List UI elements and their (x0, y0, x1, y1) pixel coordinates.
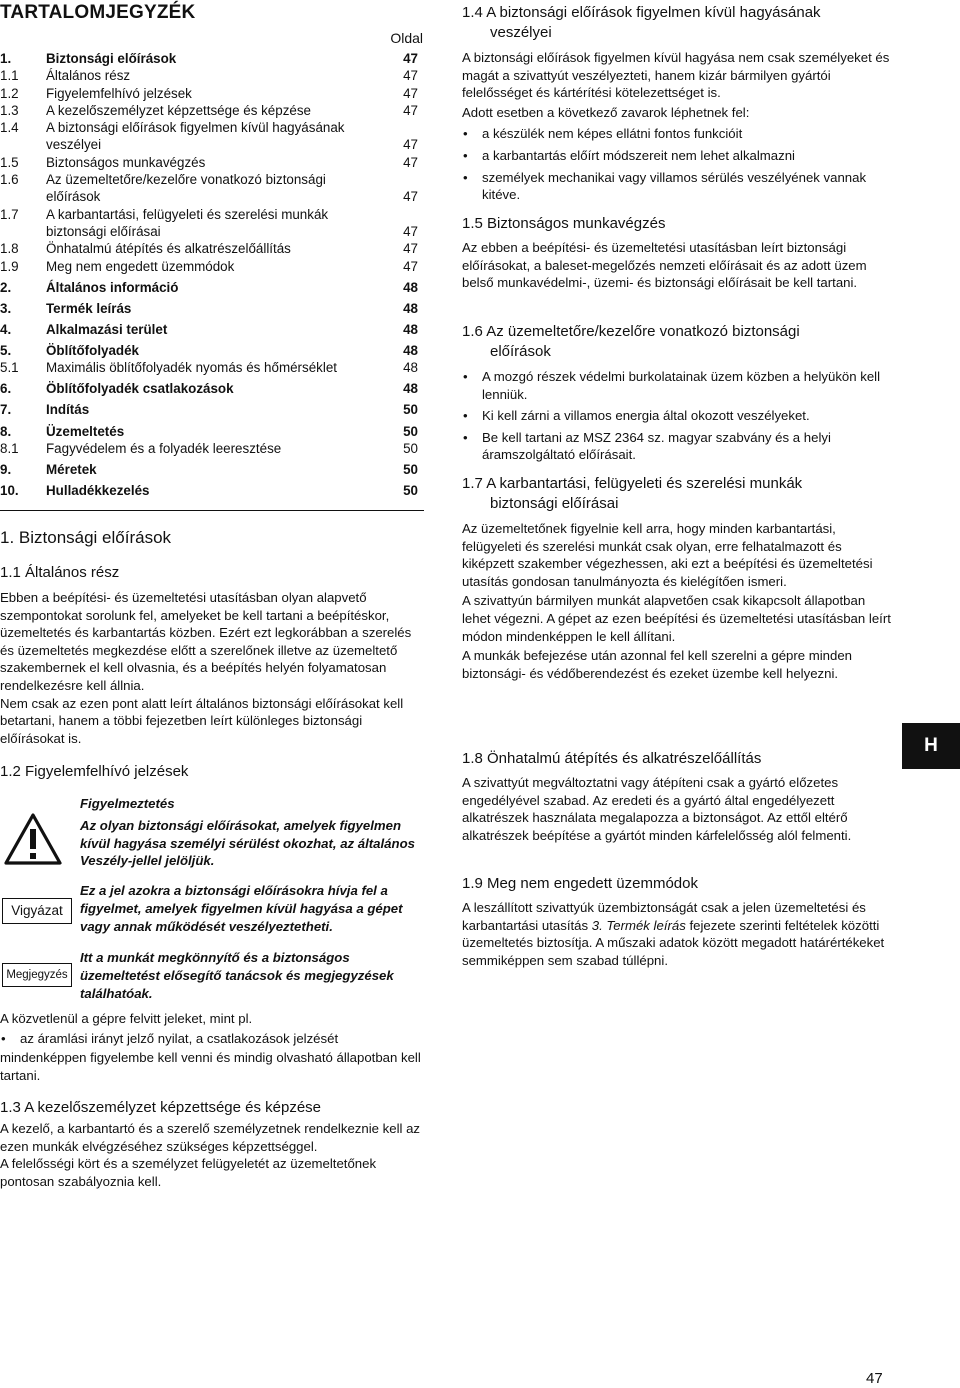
toc-entry-page: 47 (403, 258, 418, 274)
list-item: • a karbantartás előírt módszereit nem lehet alkalmazni (463, 147, 795, 163)
bullet-icon: • (463, 408, 468, 424)
toc-entry-number: 9. (0, 461, 12, 477)
bullet-icon: • (463, 169, 468, 185)
list-item: • az áramlási irányt jelző nyilat, a csatlakozások jelzését (1, 1030, 339, 1046)
toc-entry[interactable] (0, 279, 424, 296)
section-1-9-heading: 1.9 Meg nem engedett üzemmódok (462, 875, 698, 892)
toc-entry-label: Öblítőfolyadék csatlakozások (46, 381, 234, 397)
toc-entry-number: 1.1 (0, 68, 19, 84)
section-1-9 (462, 874, 892, 969)
warning-text: Az olyan biztonsági előírásokat, amelyek figyelmen kívül hagyása személyi sérülést okozhat, az általános Veszély-jellel jelöljük. (80, 817, 415, 869)
toc-entry-page: 47 (403, 223, 418, 239)
toc-entry-page: 50 (403, 423, 418, 439)
section-1-7-paragraph-3: A munkák befejezése után azonnal fel kell szerelni a gépre minden biztonsági- és védőberendezést és ezeket üzembe kell helyezni. (462, 648, 853, 681)
toc-entry-label: Termék leírás (46, 300, 132, 316)
toc-entry[interactable] (0, 171, 424, 206)
section-1-3-paragraph-2: A felelősségi kört és a személyzet felügyeletét az üzemeltetőnek pontosan szabályoznia kell. (0, 1156, 377, 1189)
section-1-7-paragraph-1: Az üzemeltetőnek figyelnie kell arra, hogy minden karbantartási, felügyeleti és szerelési munkát csak olyan, erre felhatalmazott és kiképzett szakember végezhessen, aki ezt a beépítési és üzemeltetési utasítás gondosan tanulmányozta és kielégítően ismeri. (462, 521, 873, 589)
bullet-icon: • (463, 147, 468, 163)
section-1-4-paragraph-1: A biztonsági előírások figyelmen kívül hagyása nem csak személyeket és magát a szivattyút veszélyezteti, hanem kizár bármilyen gyártói felelősséget és kártérítési kötelezettséget is. (462, 50, 890, 101)
toc-entry-page: 48 (403, 342, 418, 358)
toc-title: TARTALOMJEGYZÉK (0, 2, 196, 23)
toc-entry-number: 1.5 (0, 154, 19, 170)
toc-entry-page: 48 (403, 360, 418, 376)
toc-entry-page: 48 (403, 381, 418, 397)
toc-entry-label: Indítás (46, 402, 90, 418)
toc-entry[interactable] (0, 85, 424, 102)
toc-entry-label: A kezelőszemélyzet képzettsége és képzése (46, 102, 311, 118)
toc-entry[interactable] (0, 440, 424, 457)
toc-entry-page: 47 (403, 154, 418, 170)
toc-entry[interactable] (0, 119, 424, 154)
caution-label-box: Vigyázat (2, 898, 72, 924)
toc-entry[interactable] (0, 342, 424, 359)
toc-entry[interactable] (0, 359, 424, 376)
section-1-7-paragraph-2: A szivattyún bármilyen munkát alapvetően csak kikapcsolt állapotban lehet végezni. A gépet az ezen beépítési és üzemeltetési utasításban leírt módon mindenképpen le kell állítani. (462, 593, 891, 644)
warning-notices (0, 795, 424, 1010)
toc-entry-label: Általános rész (46, 68, 131, 84)
section-1-5 (462, 214, 892, 292)
list-item: • a készülék nem képes ellátni fontos funkcióit (463, 126, 743, 142)
section-1-5-paragraph-1: Az ebben a beépítési- és üzemeltetési utasításban leírt biztonsági előírásokat, a baleset-megelőzés nemzeti előírásait és az adott üzem belső munkavédelmi-, üzemi- és biztonsági előírásait be kell tartani. (462, 240, 867, 291)
toc-entry-number: 1.7 (0, 206, 19, 222)
toc-entry-page: 47 (403, 102, 418, 118)
note-label-box: Megjegyzés (2, 963, 72, 987)
toc-entry-label: Biztonsági előírások (46, 51, 177, 66)
section-1-7 (462, 474, 892, 682)
toc-entry-number: 1.8 (0, 241, 19, 257)
toc-entry[interactable] (0, 67, 424, 84)
section-1-8-paragraph-1: A szivattyút megváltoztatni vagy átépíteni csak a gyártó előzetes engedélyével szabad. Az eredeti és a gyártó által engedélyezett alkatrészek használata megalapozza a biztonságot. Az ettől eltérő alkatrészek beépítése a gyártót minden kárfelelősség alól felmenti. (462, 775, 852, 843)
section-1-3-paragraph-1: A kezelő, a karbantartó és a szerelő személyzetnek rendelkeznie kell az ezen munkák elvégzéséhez szükséges képzettséggel. (0, 1121, 421, 1154)
toc-entry-page: 47 (403, 189, 418, 205)
section-1-1 (0, 563, 424, 747)
note-text: Itt a munkát megkönnyítő és a biztonságos üzemeltetést elősegítő tanácsok és megjegyzések találhatóak. (80, 950, 394, 1001)
section-1-6-heading: 1.6 Az üzemeltetőre/kezelőre vonatkozó biztonsági előírások (462, 323, 800, 360)
section-1-4-paragraph-2: Adott esetben a következő zavarok léphetnek fel: (462, 104, 750, 120)
section-1-4 (462, 3, 892, 208)
list-item: • A mozgó részek védelmi burkolatainak üzem közben a helyükön kell lenniük. (463, 369, 881, 402)
language-tab: H (902, 723, 960, 769)
table-of-contents (0, 50, 424, 499)
toc-entry-number: 6. (0, 381, 12, 397)
warning-title: Figyelmeztetés (80, 796, 175, 811)
toc-entry-page: 47 (403, 137, 418, 153)
toc-entry-label: Üzemeltetés (46, 423, 125, 439)
section-1-heading: 1. Biztonsági előírások (0, 528, 172, 547)
toc-entry-label: Fagyvédelem és a folyadék leeresztése (46, 440, 282, 456)
toc-entry-number: 1.9 (0, 258, 19, 274)
toc-entry-label: Általános információ (46, 279, 179, 295)
toc-entry[interactable] (0, 206, 424, 241)
toc-entry-page: 50 (403, 402, 418, 418)
toc-entry[interactable] (0, 380, 424, 397)
warning-triangle-icon (4, 813, 62, 865)
toc-entry[interactable] (0, 401, 424, 418)
toc-entry-page: 50 (403, 483, 418, 498)
toc-page-column-header: Oldal (390, 30, 423, 46)
toc-entry-page: 48 (403, 321, 418, 337)
toc-entry[interactable] (0, 102, 424, 119)
section-1-6-list (462, 368, 892, 464)
section-1-1-paragraph-2: Nem csak az ezen pont alatt leírt általános biztonsági előírásokat kell betartani, hanem a többi fejezetben leírt különleges biztonsági előírásokat is. (0, 695, 404, 746)
toc-entry-number: 1.3 (0, 102, 19, 118)
toc-entry-number: 1.6 (0, 172, 19, 188)
section-1-8-heading: 1.8 Önhatalmú átépítés és alkatrészelőállítás (462, 750, 762, 767)
toc-entry-page: 48 (403, 279, 418, 295)
toc-entry[interactable] (0, 258, 424, 275)
section-1-5-heading: 1.5 Biztonságos munkavégzés (462, 215, 666, 232)
toc-entry-label: Méretek (46, 461, 97, 477)
toc-entry-page: 47 (403, 241, 418, 257)
toc-entry-label: Biztonságos munkavégzés (46, 154, 206, 170)
toc-entry-number: 5.1 (0, 360, 19, 376)
toc-entry-page: 48 (403, 300, 418, 316)
section-1-7-heading: 1.7 A karbantartási, felügyeleti és szerelési munkák biztonsági előírásai (462, 475, 803, 512)
toc-entry-label: Hulladékkezelés (46, 483, 150, 498)
bullet-icon: • (463, 126, 468, 142)
toc-entry-page: 47 (403, 85, 418, 101)
section-1-1-heading: 1.1 Általános rész (0, 564, 120, 581)
toc-entry-number: 1. (0, 51, 12, 66)
section-1-3-heading: 1.3 A kezelőszemélyzet képzettsége és képzése (0, 1099, 322, 1116)
toc-entry-label: Figyelemfelhívó jelzések (46, 85, 192, 101)
section-1-6 (462, 322, 892, 468)
toc-entry-label: Önhatalmú átépítés és alkatrészelőállítás (46, 241, 291, 257)
section-1-2-after-2: mindenképpen figyelembe kell venni és mindig olvasható állapotban kell tartani. (0, 1050, 421, 1083)
toc-entry-label: Öblítőfolyadék (46, 342, 140, 358)
toc-entry-label: A biztonsági előírások figyelmen kívül hagyásának veszélyei (46, 120, 345, 153)
toc-divider (0, 510, 424, 511)
toc-entry-number: 2. (0, 279, 12, 295)
list-item: • Be kell tartani az MSZ 2364 sz. magyar szabvány és a helyi áramszolgáltató előírásait. (463, 429, 831, 463)
section-1-8 (462, 749, 892, 844)
section-1-2-after: A közvetlenül a gépre felvitt jeleket, mint pl. (0, 1011, 253, 1026)
page-number: 47 (866, 1370, 883, 1387)
toc-entry[interactable] (0, 423, 424, 440)
toc-entry-number: 5. (0, 342, 12, 358)
toc-entry-number: 1.4 (0, 120, 19, 136)
section-1-2-heading: 1.2 Figyelemfelhívó jelzések (0, 763, 189, 780)
list-item: • Ki kell zárni a villamos energia által okozott veszélyeket. (463, 408, 810, 424)
section-1-3 (0, 1098, 424, 1190)
toc-entry-number: 10. (0, 483, 19, 498)
toc-entry-page: 50 (403, 440, 418, 456)
toc-entry-number: 8.1 (0, 440, 19, 456)
bullet-icon: • (463, 369, 468, 384)
toc-entry[interactable] (0, 154, 424, 171)
list-item: • személyek mechanikai vagy villamos sérülés veszélyének vannak kitéve. (463, 169, 867, 203)
toc-entry-label: Meg nem engedett üzemmódok (46, 258, 235, 274)
toc-entry-label: Alkalmazási terület (46, 321, 168, 337)
section-1-2 (0, 762, 424, 782)
toc-entry-number: 4. (0, 321, 12, 337)
toc-entry[interactable] (0, 300, 424, 317)
toc-entry-number: 7. (0, 402, 12, 418)
toc-entry-page: 47 (403, 68, 418, 84)
section-1-1-paragraph-1: Ebben a beépítési- és üzemeltetési utasításban olyan alapvető szempontokat sorolunk fel, amelyeket be kell tartani a beépítéskor, üzemeltetés és karbantartás közben. Ezért ezt legkorábban a szerelés és üzemeltetés megkezdése előtt a szerelőnek illetve az üzemeltető szakembernek el kell olvasnia, és a beépítés helyén folyamatosan rendelkezésre kell állnia. (0, 590, 412, 693)
toc-entry-label: Maximális öblítőfolyadék nyomás és hőmérséklet (46, 360, 337, 376)
toc-entry-label: A karbantartási, felügyeleti és szerelési munkák biztonsági előírásai (46, 206, 329, 239)
toc-entry-number: 8. (0, 423, 12, 439)
section-1-4-list (462, 125, 892, 203)
toc-entry-page: 50 (403, 461, 418, 477)
toc-entry[interactable] (0, 321, 424, 338)
toc-entry-label: Az üzemeltetőre/kezelőre vonatkozó biztonsági előírások (46, 172, 326, 205)
section-1-4-heading: 1.4 A biztonsági előírások figyelmen kívül hagyásának veszélyei (462, 4, 821, 41)
toc-entry-page: 47 (403, 51, 418, 66)
bullet-icon: • (463, 429, 468, 445)
toc-entry[interactable] (0, 240, 424, 257)
toc-entry[interactable] (0, 50, 424, 67)
caution-text: Ez a jel azokra a biztonsági előírásokra hívja fel a figyelmet, amelyek figyelmen kívül hagyása a gépet vagy annak működését veszélyeztetheti. (80, 883, 403, 934)
toc-entry-number: 3. (0, 300, 12, 316)
toc-entry[interactable] (0, 482, 424, 499)
toc-entry[interactable] (0, 461, 424, 478)
toc-entry-number: 1.2 (0, 85, 19, 101)
section-1-9-paragraph-1: A leszállított szivattyúk üzembiztonságát csak a jelen üzemeltetési és karbantartási utasítás 3. Termék leírás fejezete szerinti feltételek közötti üzemeltetés biztosítja. A műszaki adatok között megadott határértékeket semmiképpen sem szabad túllépni. (462, 900, 885, 968)
section-1-2-notes (0, 1010, 424, 1084)
